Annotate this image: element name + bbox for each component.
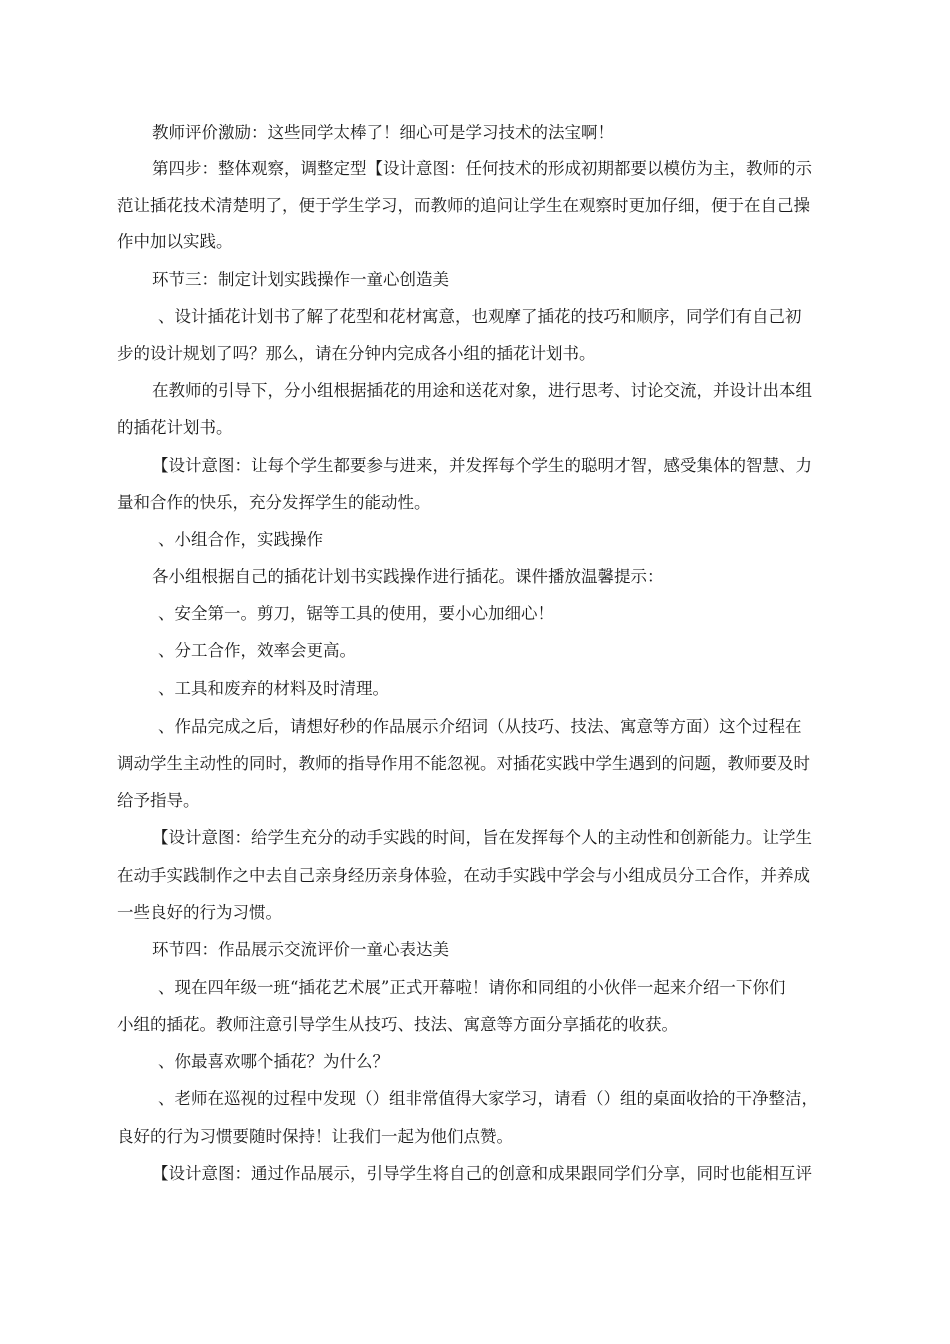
paragraph-line: 步的设计规划了吗？那么，请在分钟内完成各小组的插花计划书。: [117, 344, 596, 363]
paragraph-line: 范让插花技术清楚明了，便于学生学习，而教师的追问让学生在观察时更加仔细，便于在自己操: [117, 196, 810, 215]
paragraph-line: 、你最喜欢哪个插花？为什么？: [158, 1052, 389, 1071]
paragraph-line: 、老师在巡视的过程中发现（）组非常值得大家学习，请看（）组的桌面收拾的干净整洁，: [158, 1089, 818, 1108]
paragraph-line: 作中加以实践。: [117, 232, 233, 251]
paragraph-line: 、设计插花计划书了解了花型和花材寓意，也观摩了插花的技巧和顺序，同学们有自己初: [158, 307, 802, 326]
paragraph-line: 调动学生主动性的同时，教师的指导作用不能忽视。对插花实践中学生遇到的问题，教师要及时: [117, 754, 810, 773]
paragraph-line: 第四步：整体观察，调整定型【设计意图：任何技术的形成初期都要以模仿为主，教师的示: [152, 159, 812, 178]
paragraph-line: 、分工合作，效率会更高。: [158, 641, 356, 660]
paragraph-line: 良好的行为习惯要随时保持！让我们一起为他们点赞。: [117, 1127, 513, 1146]
paragraph-line: 、作品完成之后，请想好秒的作品展示介绍词（从技巧、技法、寓意等方面）这个过程在: [158, 717, 802, 736]
paragraph-line: 在教师的引导下，分小组根据插花的用途和送花对象，进行思考、讨论交流，并设计出本组: [152, 381, 812, 400]
paragraph-line: 、安全第一。剪刀，锯等工具的使用，要小心加细心！: [158, 604, 554, 623]
paragraph-line: 、工具和废弃的材料及时清理。: [158, 679, 389, 698]
paragraph-line: 、小组合作，实践操作: [158, 530, 323, 549]
paragraph-line: 给予指导。: [117, 791, 200, 810]
paragraph-line: 、现在四年级一班“插花艺术展”正式开幕啦！请你和同组的小伙伴一起来介绍一下你们: [158, 978, 786, 997]
paragraph-line: 的插花计划书。: [117, 418, 233, 437]
paragraph-line: 在动手实践制作之中去自己亲身经历亲身体验，在动手实践中学会与小组成员分工合作，并养成: [117, 866, 810, 885]
paragraph-line: 量和合作的快乐，充分发挥学生的能动性。: [117, 493, 431, 512]
section-heading: 环节三：制定计划实践操作一童心创造美: [152, 270, 449, 289]
paragraph-line: 【设计意图：让每个学生都要参与进来，并发挥每个学生的聪明才智，感受集体的智慧、力: [152, 456, 812, 475]
paragraph-line: 【设计意图：通过作品展示，引导学生将自己的创意和成果跟同学们分享，同时也能相互评: [152, 1164, 812, 1183]
section-heading: 环节四：作品展示交流评价一童心表达美: [152, 940, 449, 959]
paragraph-line: 【设计意图：给学生充分的动手实践的时间，旨在发挥每个人的主动性和创新能力。让学生: [152, 828, 812, 847]
paragraph-line: 小组的插花。教师注意引导学生从技巧、技法、寓意等方面分享插花的收获。: [117, 1015, 678, 1034]
paragraph-line: 各小组根据自己的插花计划书实践操作进行插花。课件播放温馨提示：: [152, 567, 664, 586]
paragraph-line: 教师评价激励：这些同学太棒了！细心可是学习技术的法宝啊！: [152, 123, 614, 142]
paragraph-line: 一些良好的行为习惯。: [117, 903, 282, 922]
